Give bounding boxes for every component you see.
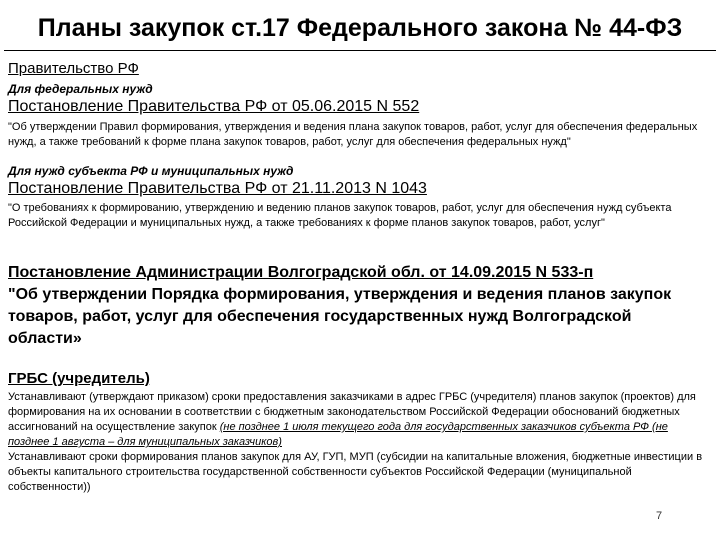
grbs-deadline-note: (не позднее 1 июля текущего года для государственных заказчиков субъекта РФ (не позднее 1 августа – для муниципальных заказчиков) — [8, 421, 668, 448]
government-heading: Правительство РФ — [8, 60, 139, 77]
page-title: Планы закупок ст.17 Федерального закона № 44-ФЗ — [37, 14, 683, 42]
grbs-description — [8, 390, 708, 495]
regional-decree-link[interactable]: Постановление Правительства РФ от 21.11.2013 N 1043 — [8, 180, 427, 197]
federal-decree-title: "Об утверждении Правил формирования, утверждения и ведения плана закупок товаров, работ, услуг для обеспечения федеральных нужд, а также требований к форме плана закупок товаров, работ, услуг для обеспечения федеральных нужд" — [8, 121, 698, 148]
regional-needs-subheading: Для нужд субъекта РФ и муниципальных нужд — [8, 164, 294, 178]
federal-decree-link[interactable]: Постановление Правительства РФ от 05.06.2015 N 552 — [8, 98, 420, 115]
page-number: 7 — [656, 510, 663, 522]
volgograd-decree-title: "Об утверждении Порядка формирования, утверждения и ведения планов закупок товаров, работ, услуг для обеспечения государственных нужд Волгоградской области» — [8, 286, 672, 347]
volgograd-decree-link[interactable]: Постановление Администрации Волгоградской обл. от 14.09.2015 N 533-п — [8, 264, 594, 281]
volgograd-decree — [8, 262, 708, 350]
title-divider — [4, 50, 716, 51]
grbs-heading: ГРБС (учредитель) — [8, 370, 150, 387]
grbs-paragraph-1: Устанавливают (утверждают приказом) сроки предоставления заказчиками в адрес ГРБС (учредителя) планов закупок (проектов) для формирования на их основании в соответствии с бюджетным законодательством Российской Федерации обоснований бюджетных ассигнований на осуществление закупок — [8, 391, 696, 433]
grbs-paragraph-2: Устанавливают сроки формирования планов закупок для АУ, ГУП, МУП (субсидии на капитальные вложения, бюджетные инвестиции в объекты капитального строительства государственной собственности субъектов Российской Федерации (муниципальной собственности)) — [8, 451, 703, 493]
regional-decree-title: "О требованиях к формированию, утверждению и ведению планов закупок товаров, работ, услуг для обеспечения нужд субъекта Российской Федерации и муниципальных нужд, а также требованиях к форме планов закупок товаров, работ, услуг" — [8, 202, 672, 229]
federal-needs-subheading: Для федеральных нужд — [8, 82, 153, 96]
